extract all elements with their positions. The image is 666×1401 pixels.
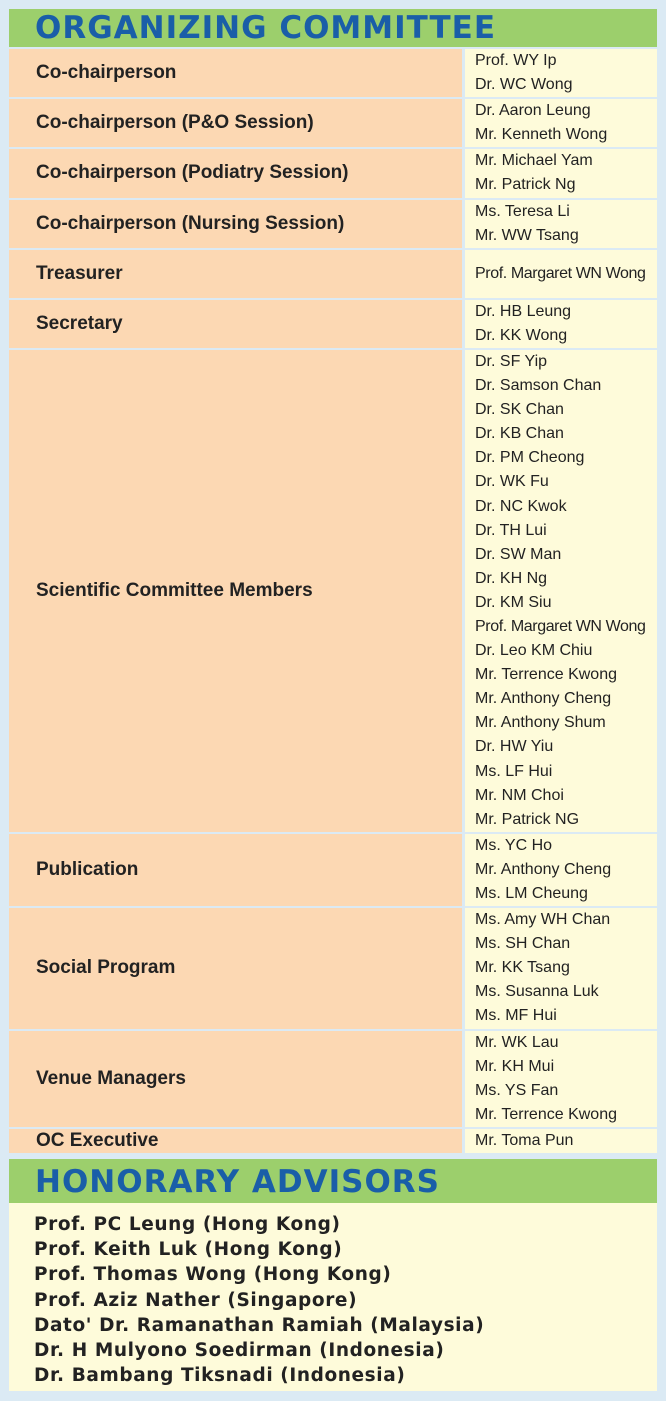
member-name: Ms. MF Hui	[475, 1007, 557, 1025]
honorary-advisors-heading: HONORARY ADVISORS	[9, 1159, 657, 1203]
member-name: Ms. Teresa Li	[475, 202, 570, 220]
member-name: Ms. LM Cheung	[475, 885, 588, 902]
committee-row	[9, 300, 657, 348]
member-name: Dr. WK Fu	[475, 473, 549, 491]
member-name: Dr. Leo KM Chiu	[475, 642, 593, 660]
advisor-name: Prof. Thomas Wong (Hong Kong)	[34, 1264, 392, 1286]
member-name: Mr. Terrence Kwong	[475, 1105, 617, 1123]
committee-role: OC Executive	[9, 1129, 462, 1153]
committee-members	[465, 49, 657, 97]
committee-role: Co-chairperson (Nursing Session)	[9, 200, 462, 248]
committee-row	[9, 350, 657, 832]
committee-role: Co-chairperson	[9, 49, 462, 97]
committee-row	[9, 250, 657, 298]
member-name: Ms. SH Chan	[475, 935, 571, 953]
advisor-name: Dr. H Mulyono Soedirman (Indonesia)	[34, 1339, 445, 1361]
advisor-name: Prof. Aziz Nather (Singapore)	[34, 1289, 358, 1311]
committee-members	[465, 300, 657, 348]
committee-row	[9, 49, 657, 97]
member-name: Mr. KH Mui	[475, 1057, 555, 1075]
member-name: Dr. KH Ng	[475, 569, 548, 587]
advisor-name: Dr. Bambang Tiksnadi (Indonesia)	[34, 1365, 406, 1387]
member-name: Dr. HB Leung	[475, 302, 572, 320]
advisor-name: Prof. PC Leung (Hong Kong)	[34, 1214, 341, 1235]
member-name: Dr. KB Chan	[475, 425, 564, 443]
committee-members	[465, 200, 657, 248]
member-name: Dr. WC Wong	[475, 76, 573, 94]
committee-row	[9, 99, 657, 147]
member-name: Dr. NC Kwok	[475, 497, 567, 515]
committee-members	[465, 250, 657, 298]
committee-members	[465, 908, 657, 1028]
committee-role: Co-chairperson (Podiatry Session)	[9, 149, 462, 197]
committee-role: Social Program	[9, 908, 462, 1028]
committee-row	[9, 908, 657, 1028]
member-name: Mr. WK Lau	[475, 1033, 559, 1051]
member-name: Prof. Margaret WN Wong	[475, 264, 646, 282]
organizing-committee-table	[9, 49, 657, 1153]
committee-members	[465, 1031, 657, 1127]
member-name: Dr. KM Siu	[475, 593, 552, 611]
member-name: Ms. Susanna Luk	[475, 983, 599, 1001]
committee-members	[465, 350, 657, 832]
member-name: Dr. KK Wong	[475, 326, 568, 344]
member-name: Mr. Terrence Kwong	[475, 666, 617, 684]
member-name: Dr. Samson Chan	[475, 377, 602, 395]
member-name: Dr. SW Man	[475, 545, 562, 563]
committee-row	[9, 149, 657, 197]
committee-role: Co-chairperson (P&O Session)	[9, 99, 462, 147]
committee-role: Publication	[9, 834, 462, 906]
member-name: Mr. Anthony Cheng	[475, 860, 612, 878]
committee-row	[9, 1031, 657, 1127]
member-name: Dr. PM Cheong	[475, 449, 585, 467]
committee-role: Secretary	[9, 300, 462, 348]
member-name: Mr. Michael Yam	[475, 152, 593, 170]
advisor-name: Dato' Dr. Ramanathan Ramiah (Malaysia)	[34, 1314, 485, 1336]
member-name: Prof. Margaret WN Wong	[475, 617, 646, 635]
member-name: Dr. SF Yip	[475, 352, 548, 370]
member-name: Ms. YS Fan	[475, 1081, 559, 1099]
member-name: Prof. WY Ip	[475, 52, 557, 69]
committee-members	[465, 834, 657, 906]
committee-role: Scientific Committee Members	[9, 350, 462, 832]
member-name: Mr. Anthony Shum	[475, 714, 606, 732]
member-name: Mr. Kenneth Wong	[475, 126, 608, 144]
committee-role: Venue Managers	[9, 1031, 462, 1127]
member-name: Mr. NM Choi	[475, 786, 564, 804]
member-name: Mr. Patrick NG	[475, 810, 580, 828]
committee-role: Treasurer	[9, 250, 462, 298]
committee-members	[465, 1129, 657, 1153]
organizing-committee-heading: ORGANIZING COMMITTEE	[9, 9, 657, 47]
member-name: Mr. KK Tsang	[475, 959, 570, 977]
member-name: Ms. LF Hui	[475, 762, 553, 780]
member-name: Dr. Aaron Leung	[475, 102, 591, 120]
member-name: Ms. YC Ho	[475, 836, 553, 854]
member-name: Mr. Patrick Ng	[475, 176, 576, 194]
honorary-advisors-list	[9, 1203, 657, 1391]
member-name: Dr. HW Yiu	[475, 738, 554, 756]
advisor-name: Prof. Keith Luk (Hong Kong)	[34, 1239, 343, 1261]
committee-row	[9, 1129, 657, 1153]
committee-row	[9, 200, 657, 248]
member-name: Mr. Toma Pun	[475, 1131, 574, 1149]
committee-members	[465, 99, 657, 147]
member-name: Dr. TH Lui	[475, 521, 547, 539]
member-name: Mr. Anthony Cheng	[475, 690, 612, 708]
member-name: Mr. WW Tsang	[475, 226, 579, 244]
committee-row	[9, 834, 657, 906]
member-name: Dr. SK Chan	[475, 401, 564, 419]
committee-members	[465, 149, 657, 197]
member-name: Ms. Amy WH Chan	[475, 911, 611, 929]
